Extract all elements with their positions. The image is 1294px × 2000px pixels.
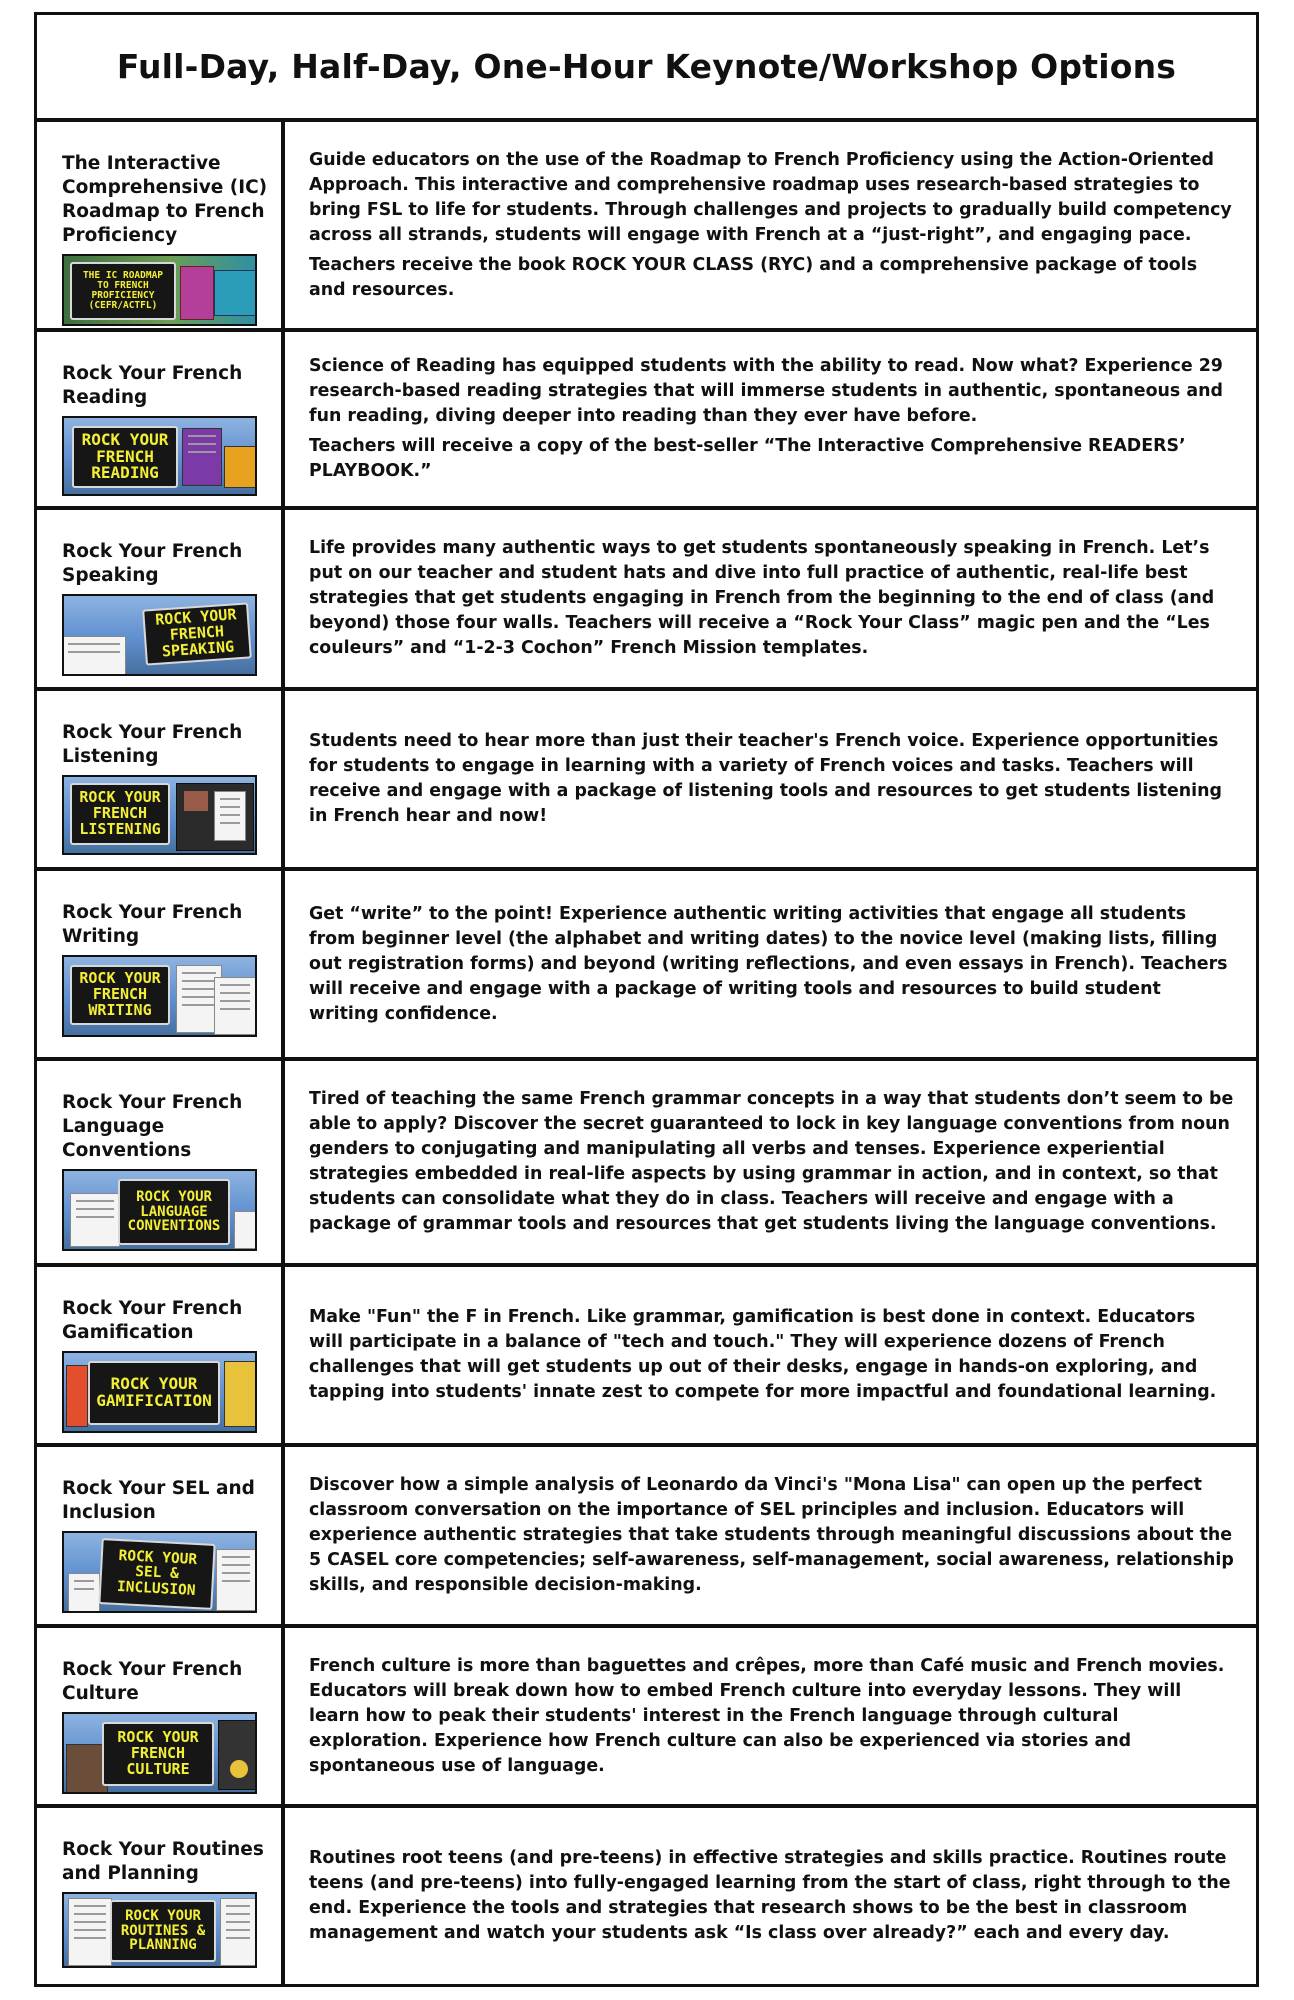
workshop-description [285, 1447, 1256, 1624]
workshop-description [285, 1267, 1256, 1443]
workshop-row-routines-planning [37, 1808, 1256, 1984]
routines-planning-thumbnail [62, 1892, 257, 1968]
page-title: Full-Day, Half-Day, One-Hour Keynote/Workshop Options [116, 47, 1177, 86]
description-paragraph: Students need to hear more than just their teacher's French voice. Experience opportunities for students to engage in learning with a variety of French voices and tasks. Teachers will receive and engage with a package of listening tools and resources to get students listening in French hear and now! [309, 731, 1222, 826]
description-paragraph: Guide educators on the use of the Roadmap to French Proficiency using the Action-Oriented Approach. This interactive and comprehensive roadmap uses research-based strategies to bring FSL to life for students. Through challenges and projects to gradually build competency across all strands, students will engage with French at a “just-right”, and engaging pace. [309, 149, 1232, 245]
workshop-description [285, 1061, 1256, 1263]
thumbnail-sign: ROCK YOUR FRENCH LISTENING [70, 783, 170, 845]
workshop-name: Rock Your French Gamification [62, 1298, 243, 1343]
thumbnail-sign: ROCK YOUR SEL & INCLUSION [98, 1538, 215, 1610]
workshop-name-cell [37, 332, 285, 506]
workshop-description [285, 332, 1256, 506]
workshop-row-writing [37, 871, 1256, 1061]
sel-inclusion-thumbnail [62, 1531, 257, 1613]
workshop-description [285, 1628, 1256, 1804]
description-paragraph: Get “write” to the point! Experience authentic writing activities that engage all students from beginner level (the alphabet and writing dates) to the novice level (making lists, filling out registration forms) and beyond (writing reflections, and even essays in French). Teachers will receive and engage with a package of writing tools and resources to build student writing confidence. [309, 903, 1228, 1024]
thumbnail-sign: ROCK YOUR FRENCH CULTURE [102, 1722, 214, 1786]
workshop-row-speaking [37, 510, 1256, 691]
workshop-name: Rock Your French Culture [62, 1659, 243, 1704]
workshop-description [285, 691, 1256, 867]
workshop-options-table [34, 12, 1259, 1987]
workshop-name-cell [37, 1628, 285, 1804]
description-paragraph: Routines root teens (and pre-teens) in effective strategies and skills practice. Routines route teens (and pre-teens) into fully-engaged learning from the start of class, right through to the end. Experience the tools and strategies that research shows to be the best in classroom management and watch your students ask “Is class over already?” each and every day. [309, 1848, 1231, 1943]
gamification-thumbnail [62, 1351, 257, 1433]
workshop-row-gamification [37, 1267, 1256, 1447]
workshop-description [285, 510, 1256, 687]
listening-thumbnail [62, 775, 257, 855]
culture-thumbnail [62, 1712, 257, 1794]
workshop-description [285, 1808, 1256, 1984]
thumbnail-sign: ROCK YOUR FRENCH WRITING [70, 965, 170, 1025]
workshop-description [285, 871, 1256, 1057]
language-conventions-thumbnail [62, 1169, 257, 1251]
title-row [37, 15, 1256, 122]
description-paragraph: Teachers will receive a copy of the best-seller “The Interactive Comprehensive READERS’ PLAYBOOK.” [309, 436, 1186, 481]
thumbnail-sign: ROCK YOUR LANGUAGE CONVENTIONS [118, 1179, 230, 1245]
workshop-name-cell [37, 510, 285, 687]
description-paragraph: Discover how a simple analysis of Leonardo da Vinci's "Mona Lisa" can open up the perfect classroom conversation on the importance of SEL principles and inclusion. Educators will experience authentic strategies that take students through meaningful discussions about the 5 CASEL core competencies; self-awareness, self-management, social awareness, relationship skills, and responsible decision-making. [309, 1475, 1234, 1595]
workshop-name-cell [37, 1061, 285, 1263]
thumbnail-sign: ROCK YOUR FRENCH READING [72, 426, 178, 488]
description-paragraph: Science of Reading has equipped students with the ability to read. Now what? Experience 29 research-based reading strategies that will immerse students in authentic, spontaneous and fun reading, diving deeper into reading than they ever have before. [309, 356, 1223, 426]
speaking-thumbnail [62, 594, 257, 676]
workshop-name: The Interactive Comprehensive (IC) Roadmap to French Proficiency [62, 153, 268, 246]
description-paragraph: Teachers receive the book ROCK YOUR CLASS (RYC) and a comprehensive package of tools and resources. [309, 254, 1198, 300]
workshop-name-cell [37, 691, 285, 867]
reading-thumbnail [62, 416, 257, 496]
workshop-name: Rock Your French Reading [62, 363, 243, 408]
thumbnail-sign: THE IC ROADMAP TO FRENCH PROFICIENCY (CEFR/ACTFL) [70, 262, 176, 320]
workshop-row-listening [37, 691, 1256, 871]
workshop-name-cell [37, 871, 285, 1057]
description-paragraph: French culture is more than baguettes and crêpes, more than Café music and French movies. Educators will break down how to embed French culture into everyday lessons. They will learn how to peak their students' interest in the French language through cultural exploration. Experience how French culture can also be experienced via stories and spontaneous use of language. [309, 1655, 1225, 1776]
workshop-name: Rock Your Routines and Planning [62, 1839, 264, 1884]
workshop-name: Rock Your French Speaking [62, 541, 243, 586]
workshop-name: Rock Your SEL and Inclusion [62, 1478, 255, 1523]
workshop-name: Rock Your French Listening [62, 722, 243, 767]
thumbnail-sign: ROCK YOUR ROUTINES & PLANNING [110, 1900, 216, 1962]
workshop-row-sel-inclusion [37, 1447, 1256, 1628]
workshop-name-cell [37, 1267, 285, 1443]
description-paragraph: Make "Fun" the F in French. Like grammar, gamification is best done in context. Educators will participate in a balance of "tech and touch." They will experience dozens of French challenges that will get students up out of their desks, engage in hands-on exploring, and tapping into students' innate zest to compete for more impactful and foundational learning. [309, 1307, 1217, 1402]
workshop-row-reading [37, 332, 1256, 510]
workshop-name: Rock Your French Writing [62, 902, 243, 947]
workshop-name-cell [37, 122, 285, 328]
workshop-row-language-conventions [37, 1061, 1256, 1267]
workshop-description [285, 122, 1256, 328]
workshop-row-culture [37, 1628, 1256, 1808]
description-paragraph: Tired of teaching the same French grammar concepts in a way that students don’t seem to be able to apply? Discover the secret guaranteed to lock in key language conventions from noun genders to conjugating and manipulating all verbs and tenses. Experience experiential strategies embedded in real-life aspects by using grammar in action, and in context, so that students can consolidate what they do in class. Teachers will receive and engage with a package of grammar tools and resources that get students living the language conventions. [309, 1089, 1234, 1234]
workshop-name-cell [37, 1447, 285, 1624]
writing-thumbnail [62, 955, 257, 1037]
ic-roadmap-thumbnail [62, 254, 257, 326]
thumbnail-sign: ROCK YOUR GAMIFICATION [88, 1361, 220, 1425]
workshop-name: Rock Your French Language Conventions [62, 1092, 243, 1161]
workshop-row-ic-roadmap [37, 122, 1256, 332]
description-paragraph: Life provides many authentic ways to get students spontaneously speaking in French. Let’s put on our teacher and student hats and dive into full practice of authentic, real-life best strategies that get students engaging in French from the beginning to the end of class (and beyond) those four walls. Teachers will receive a “Rock Your Class” magic pen and the “Les couleurs” and “1-2-3 Cochon” French Mission templates. [309, 538, 1215, 658]
thumbnail-sign: ROCK YOUR FRENCH SPEAKING [142, 602, 252, 665]
workshop-name-cell [37, 1808, 285, 1984]
